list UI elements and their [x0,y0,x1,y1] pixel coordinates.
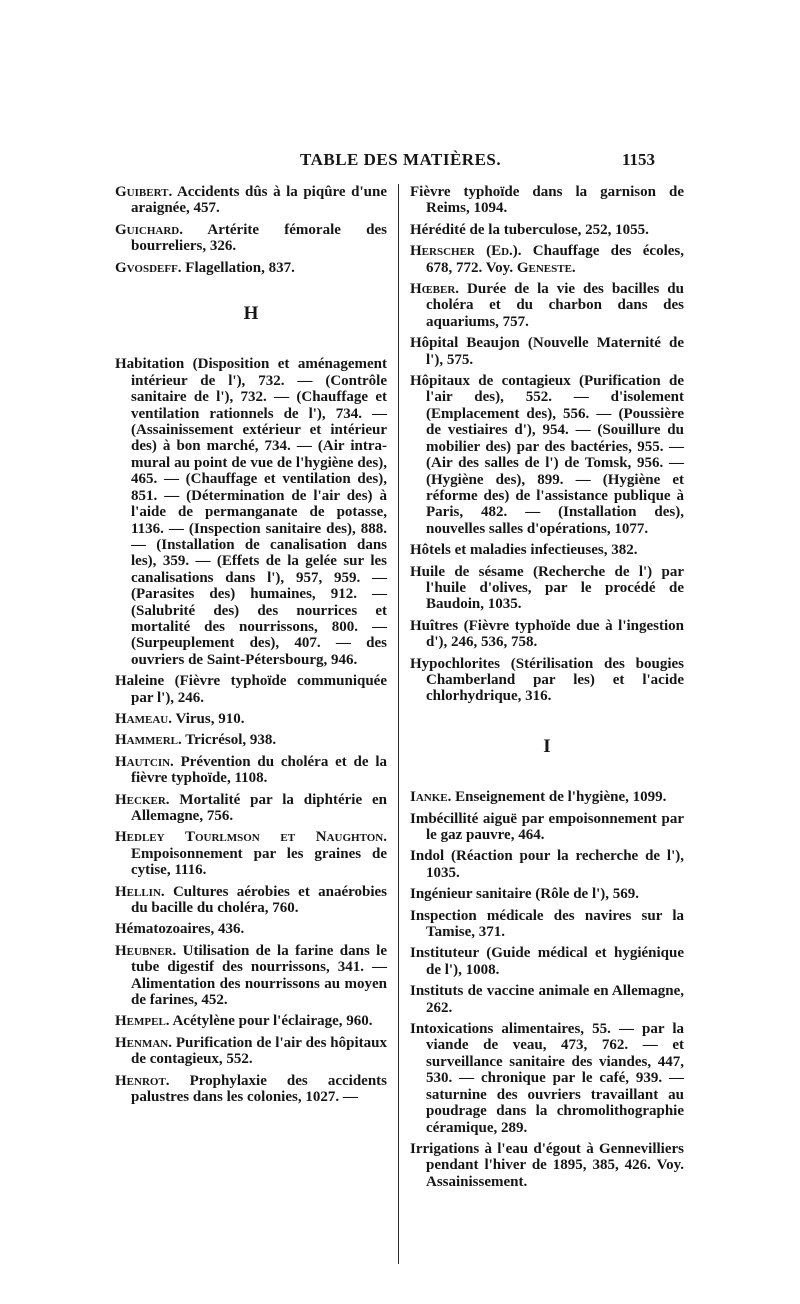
entry-text: Cultures aérobies et anaérobies du bacille du choléra, 760. [131,883,387,917]
entry-text: Enseignement de l'hygiène, 1099. [451,789,667,806]
entry-text: Ingénieur sanitaire (Rôle de l'), 569. [410,886,640,903]
entry-text: Intoxications alimentaires, 55. — par la viande de veau, 473, 762. — et surveillance sanitaire des viandes, 447, 530. — chronique par le café, 939. — saturnine des ouvriers travaillant au poudrage dans la chromolithographie céramique, 289. [410,1021,684,1136]
index-entry [115,1013,387,1029]
entry-text: Indol (Réaction pour la recherche de l'), 1035. [410,848,684,881]
author-name: Hellin. [115,883,165,900]
entry-list-i [410,789,684,1190]
index-entry [410,908,684,941]
entry-text: Prophylaxie des accidents palustres dans les colonies, 1027. — [131,1072,387,1106]
index-entry [410,811,684,844]
entry-text: Instituts de vaccine animale en Allemagne, 262. [410,983,684,1016]
author-name: Hœber. [410,281,460,298]
entry-list-h-continued [410,184,684,705]
index-entry [410,983,684,1016]
page-header [0,150,800,180]
entry-text: Hôpitaux de contagieux (Purification de l'air des), 552. — d'isolement (Emplacement des), 556. — (Poussière de vestiaires d'), 954. — (Souillure du mobilier des) par des bactéries, 955. — (Air des salles de l') de Tomsk, 956. — (Hygiène des), 899. — (Hygiène et réforme des) de l'assistance publique à Paris, 482. — (Installation des), nouvelles salles d'opérations, 1077. [410,373,684,537]
index-entry [115,356,387,668]
index-entry [410,373,684,537]
author-name: Henrot. [115,1072,170,1089]
index-entry [115,1035,387,1068]
index-entry [115,711,387,727]
author-name: Ianke. [410,789,452,806]
index-entry [410,281,684,330]
index-entry [410,618,684,651]
entry-text: Accidents dûs à la piqûre d'une araignée, 457. [131,184,387,217]
entry-text: Huile de sésame (Recherche de l') par l'huile d'olives, par le procédé de Baudoin, 1035. [410,563,684,613]
index-entry [115,754,387,787]
author-name: Hedley Tourlmson et Naughton. [115,829,387,846]
index-entry [115,673,387,706]
entry-text: Huîtres (Fièvre typhoïde due à l'ingestion d'), 246, 536, 758. [410,617,684,651]
section-letter-h: H [243,303,259,325]
index-entry [115,732,387,748]
index-entry [115,184,387,217]
author-name: Herscher (Ed.). [410,243,522,260]
author-name: Heubner. [115,942,177,959]
index-entry [115,921,387,937]
left-column [115,184,387,1111]
author-name: Hecker. [115,791,170,808]
entry-list-h [115,356,387,1105]
running-title: TABLE DES MATIÈRES. [300,150,502,169]
index-entry [115,1073,387,1106]
index-entry [115,222,387,255]
entry-text: Mortalité par la diphtérie en Allemagne, 756. [131,791,387,824]
author-name: Guibert. [115,184,173,200]
index-entry [115,943,387,1009]
entry-text: Hôtels et maladies infectieuses, 382. [410,542,638,559]
author-name: Hempel. [115,1013,170,1030]
entry-text: Imbécillité aiguë par empoisonnement par le gaz pauvre, 464. [410,810,684,843]
index-entry [410,656,684,705]
entry-text: Hypochlorites (Stérilisation des bougies Chamberland par les) et l'acide chlorhydrique, 316. [410,655,684,705]
index-entry [410,222,684,238]
entry-text: Instituteur (Guide médical et hygiénique de l'), 1008. [410,945,684,978]
author-name: Hautcin. [115,753,174,770]
section-letter-i: I [543,735,551,757]
index-entry [410,335,684,368]
entry-text: Virus, 910. [171,710,245,727]
entry-text: Purification de l'air des hôpitaux de contagieux, 552. [131,1034,387,1068]
index-entry [410,945,684,978]
author-name: Guichard. [115,221,183,238]
index-entry [410,789,684,805]
index-entry [115,260,387,276]
entry-text: Acétylène pour l'éclairage, 960. [169,1013,373,1030]
author-name: Hameau. [115,710,172,727]
entry-text: Utilisation de la farine dans le tube digestif des nourrissons, 341. — Alimentation des nourrissons au moyen de farines, 452. [131,942,387,1009]
index-entry [115,884,387,917]
column-divider [398,184,399,1264]
author-name: Henman. [115,1034,172,1051]
entry-text: Flagellation, 837. [181,259,295,276]
entry-text: Inspection médicale des navires sur la Tamise, 371. [410,907,684,941]
index-entry [410,848,684,881]
entry-text: Durée de la vie des bacilles du choléra et du charbon dans des aquariums, 757. [426,281,684,330]
cross-reference: Geneste. [516,259,576,276]
entry-text: Hôpital Beaujon (Nouvelle Maternité de l'), 575. [410,335,684,368]
entry-text: Chauffage des écoles, 678, 772. Voy. [426,243,684,276]
index-entry [410,184,684,217]
entry-text: Irrigations à l'eau d'égout à Gennevilliers pendant l'hiver de 1895, 385, 426. Voy. Assainissement. [410,1140,684,1190]
index-entry [115,792,387,825]
entry-text: Tricrésol, 938. [181,732,277,749]
index-entry [410,243,684,276]
entry-list-g [115,184,387,276]
index-entry [410,886,684,902]
author-name: Gvosdeff. [115,259,182,276]
entry-text: Haleine (Fièvre typhoïde communiquée par l'), 246. [115,673,387,706]
page-number: 1153 [622,150,656,169]
entry-text: Artérite fémorale des bourreliers, 326. [131,221,387,255]
index-entry [410,1021,684,1136]
author-name: Hammerl. [115,732,182,749]
entry-text: Habitation (Disposition et aménagement intérieur de l'), 732. — (Contrôle sanitaire de l'), 732. — (Chauffage et ventilation rationnels de l'), 734. — (Assainissement extérieur et intérieur des) à bon marché, 734. — (Air intra-mural au point de vue de l'hygiène des), 465. — (Chauffage et ventilation des), 851. — (Détermination de l'air des) à l'aide de permanganate de potasse, 1136. — (Inspection sanitaire des), 888. — (Installation de canalisation dans les), 359. — (Effets de la gelée sur les canalisations dans l'), 957, 959. — (Parasites des) humaines, 912. — (Salubrité des) des nourrices et mortalité des nourrissons, 800. — (Surpeuplement des), 407. — des ouvriers de Saint-Pétersbourg, 946. [115,356,387,668]
index-entry [115,829,387,878]
entry-text: Hématozoaires, 436. [115,921,245,938]
entry-text: Empoisonnement par les graines de cytise, 1116. [131,845,387,879]
index-entry [410,542,684,558]
entry-text: Fièvre typhoïde dans la garnison de Reims, 1094. [410,184,684,217]
index-entry [410,564,684,613]
index-entry [410,1141,684,1190]
right-column [410,184,684,1195]
entry-text: Prévention du choléra et de la fièvre typhoïde, 1108. [131,753,387,787]
entry-text: Hérédité de la tuberculose, 252, 1055. [410,221,649,238]
